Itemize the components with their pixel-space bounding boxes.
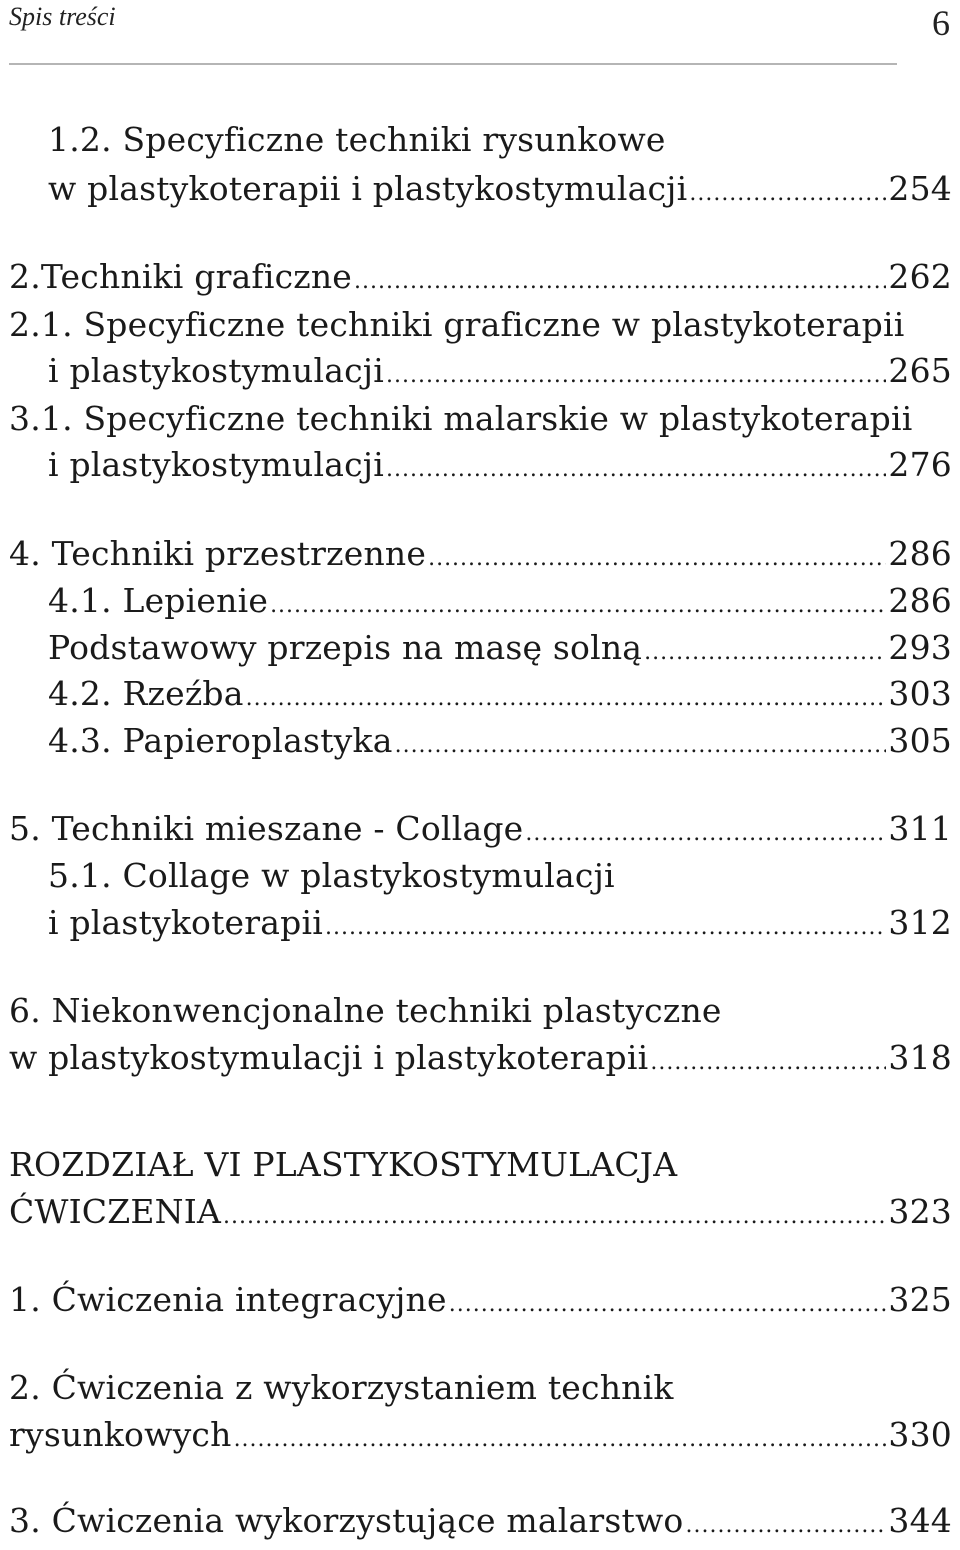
toc-entry-title: ĆWICZENIA	[9, 1192, 222, 1231]
chapter-heading: ROZDZIAŁ VI PLASTYKOSTYMULACJA	[9, 1145, 678, 1184]
toc-leader-dots	[354, 258, 886, 306]
toc-entry-page: 305	[888, 721, 952, 760]
toc-entry-title: i plastykostymulacji	[48, 351, 384, 390]
toc-leader-dots	[395, 722, 887, 770]
toc-entry-title: 3.1. Specyficzne techniki malarskie w plastykoterapii	[9, 399, 913, 438]
toc-entry-page: 265	[888, 351, 952, 390]
toc-entry-title: 2.Techniki graficzne	[9, 257, 353, 296]
toc-leader-dots	[234, 1416, 887, 1464]
toc-leader-dots	[246, 675, 887, 723]
toc-entry[interactable]	[9, 253, 952, 301]
toc-entry[interactable]	[48, 347, 952, 395]
toc-entry-title: i plastykoterapii	[48, 903, 323, 942]
toc-leader-dots	[325, 904, 886, 952]
toc-leader-dots	[223, 1193, 886, 1241]
toc-leader-dots	[689, 170, 886, 218]
toc-entry-title: 6. Niekonwencjonalne techniki plastyczne	[9, 991, 722, 1030]
toc-leader-dots	[386, 352, 886, 400]
toc-leader-dots	[428, 535, 886, 583]
toc-entry-title: Podstawowy przepis na masę solną	[48, 628, 643, 667]
toc-leader-dots	[449, 1281, 887, 1329]
toc-leader-dots	[686, 1502, 887, 1550]
toc-entry-title: 4.3. Papieroplastyka	[48, 721, 393, 760]
toc-entry[interactable]	[9, 1411, 952, 1459]
toc-leader-dots	[386, 446, 886, 494]
toc-entry-page: 254	[888, 169, 952, 208]
toc-entry[interactable]	[9, 805, 952, 853]
toc-leader-dots	[270, 582, 886, 630]
toc-entry-page: 262	[888, 257, 952, 296]
toc-entry-title: 4.2. Rzeźba	[48, 674, 244, 713]
toc-entry-page: 344	[888, 1501, 952, 1540]
toc-entry-title: 5. Techniki mieszane - Collage	[9, 809, 524, 848]
toc-entry-title: 2.1. Specyficzne techniki graficzne w plastykoterapii	[9, 305, 905, 344]
toc-entry[interactable]	[48, 717, 952, 765]
toc-entry[interactable]	[9, 1188, 952, 1236]
toc-entry-page: 330	[888, 1415, 952, 1454]
toc-entry-page: 303	[888, 674, 952, 713]
toc-entry-title: w plastykostymulacji i plastykoterapii	[9, 1038, 649, 1077]
running-title: Spis treści	[9, 2, 116, 31]
toc-entry-page: 276	[888, 445, 952, 484]
toc-entry[interactable]	[48, 577, 952, 625]
toc-entry[interactable]	[9, 1497, 952, 1545]
toc-entry[interactable]	[9, 530, 952, 578]
toc-entry-title: 5.1. Collage w plastykostymulacji	[48, 856, 615, 895]
toc-entry-page: 318	[888, 1038, 952, 1077]
toc-entry-title: 2. Ćwiczenia z wykorzystaniem technik	[9, 1368, 674, 1407]
toc-entry-page: 312	[888, 903, 952, 942]
toc-entry-page: 293	[888, 628, 952, 667]
toc-entry-title: 3. Ćwiczenia wykorzystujące malarstwo	[9, 1501, 684, 1540]
toc-entry-title: 4.1. Lepienie	[48, 581, 269, 620]
toc-entry-title: 4. Techniki przestrzenne	[9, 534, 427, 573]
toc-entry[interactable]	[48, 899, 952, 947]
toc-entry-title: i plastykostymulacji	[48, 445, 384, 484]
toc-entry-page: 286	[888, 534, 952, 573]
toc-entry-title: 1.2. Specyficzne techniki rysunkowe	[48, 120, 666, 159]
toc-entry-page: 311	[888, 809, 952, 848]
toc-entry-title: w plastykoterapii i plastykostymulacji	[48, 169, 688, 208]
header-rule	[9, 63, 897, 65]
toc-entry-page: 325	[888, 1280, 952, 1319]
toc-entry-title: rysunkowych	[9, 1415, 232, 1454]
toc-entry[interactable]	[48, 441, 952, 489]
toc-entry[interactable]	[9, 1034, 952, 1082]
toc-leader-dots	[650, 1039, 886, 1087]
toc-entry[interactable]	[9, 1276, 952, 1324]
toc-entry[interactable]	[48, 624, 952, 672]
toc-entry[interactable]	[48, 165, 952, 213]
toc-entry-page: 323	[888, 1192, 952, 1231]
toc-entry-page: 286	[888, 581, 952, 620]
toc-leader-dots	[525, 810, 886, 858]
page-number: 6	[932, 3, 950, 43]
toc-entry-title: 1. Ćwiczenia integracyjne	[9, 1280, 447, 1319]
toc-entry[interactable]	[48, 670, 952, 718]
